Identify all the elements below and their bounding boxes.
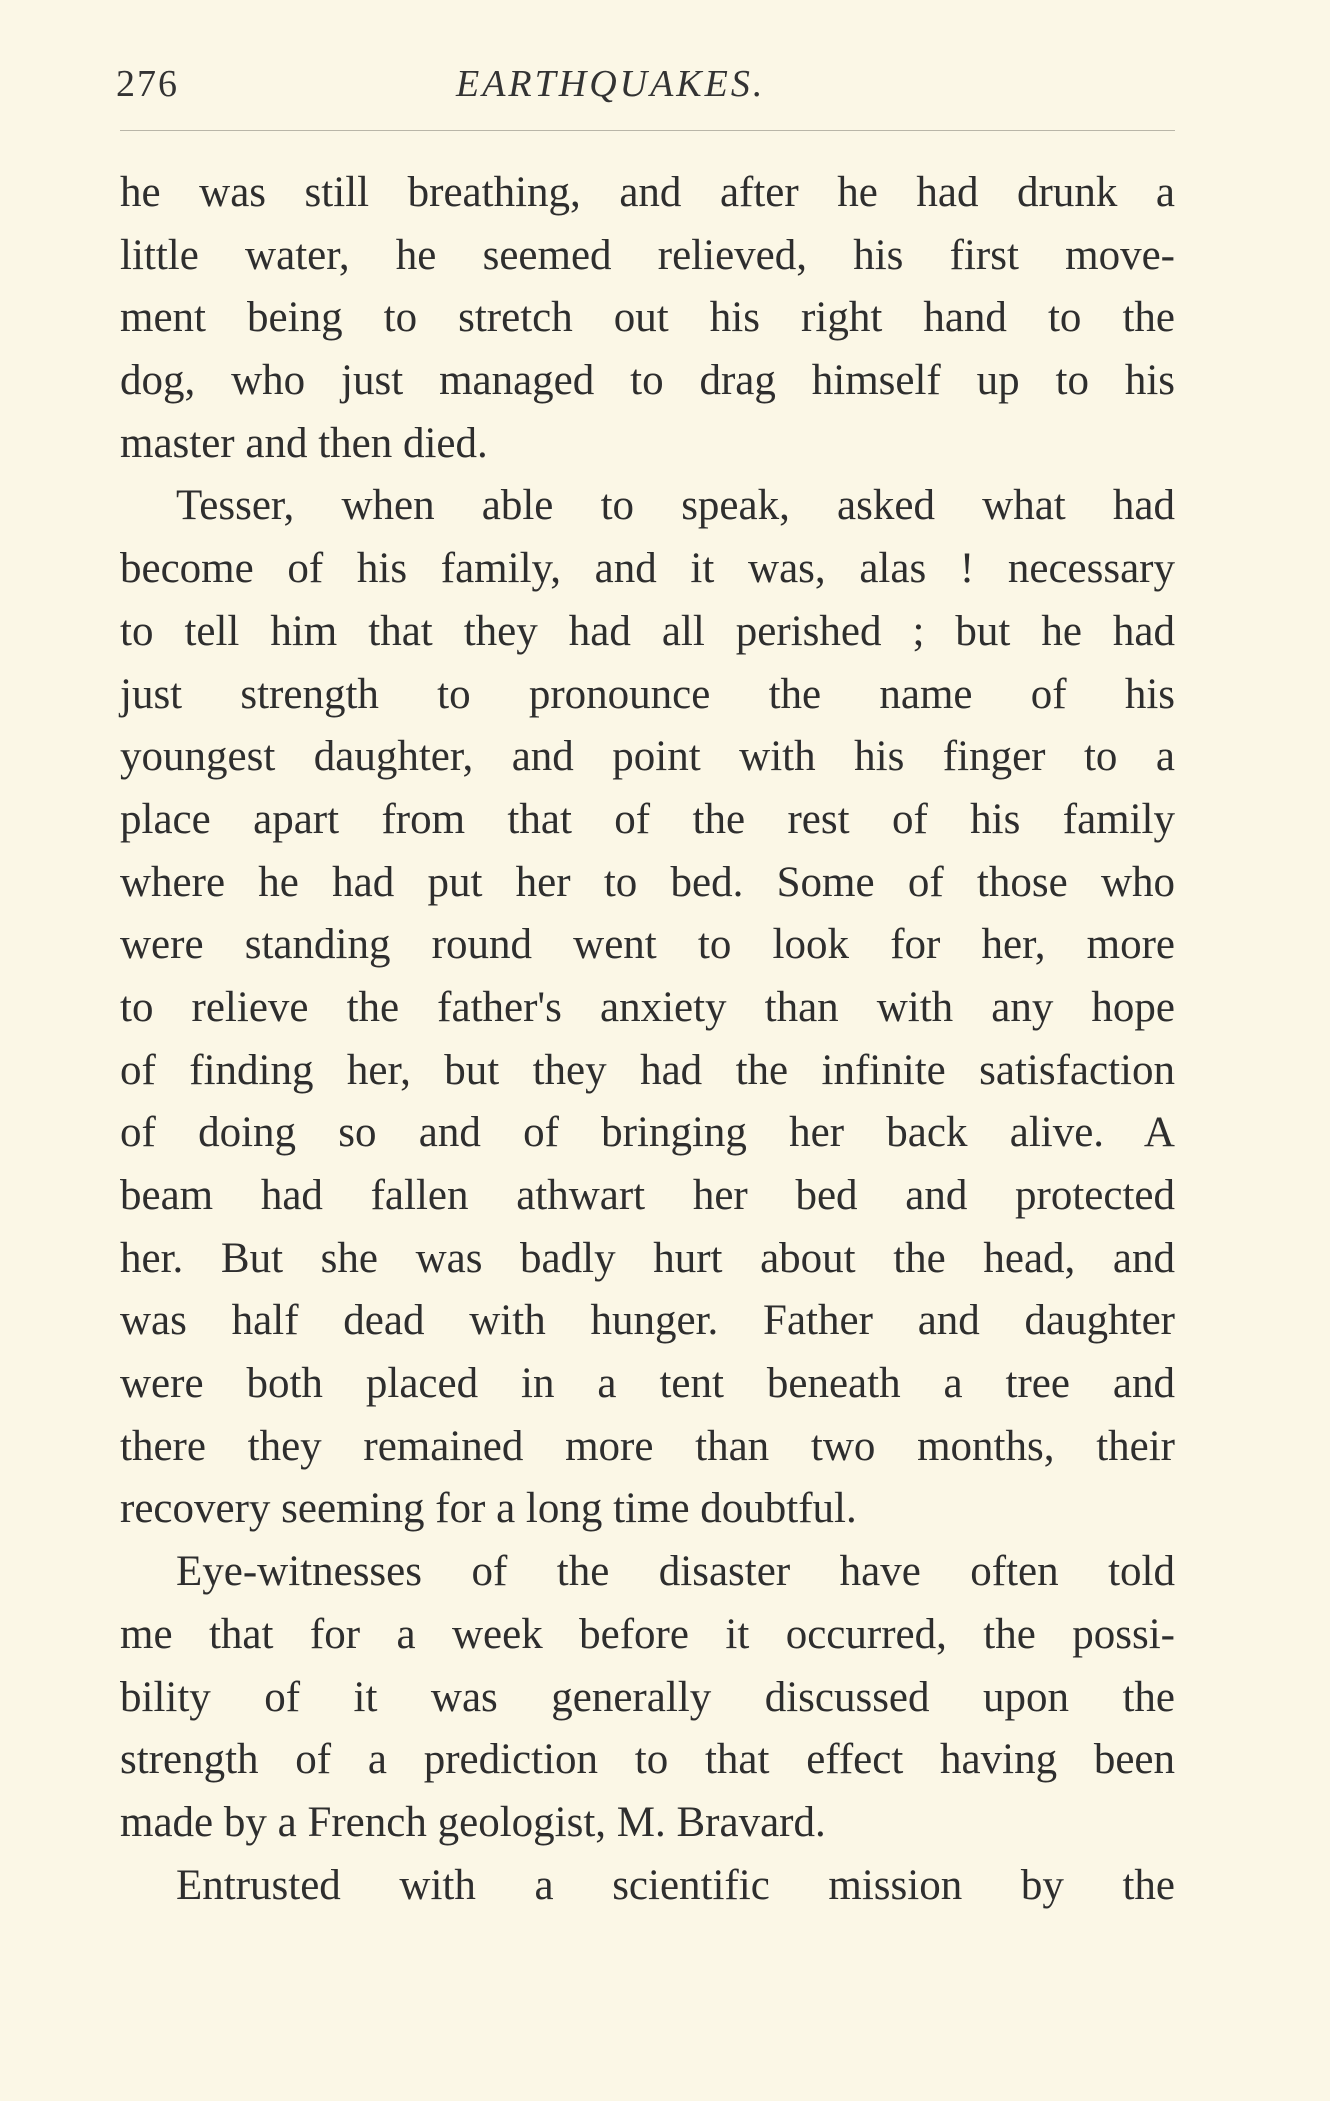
text-line: there they remained more than two months, their <box>120 1422 1175 1470</box>
text-line: was half dead with hunger. Father and daughter <box>120 1297 1175 1345</box>
text-line: little water, he seemed relieved, his first move- <box>120 231 1175 279</box>
text-line: to tell him that they had all perished ; but he had <box>120 607 1175 655</box>
text-line: bility of it was generally discussed upon the <box>120 1673 1175 1721</box>
text-line: dog, who just managed to drag himself up to his <box>120 357 1175 405</box>
text-line: beam had fallen athwart her bed and protected <box>120 1172 1175 1219</box>
text-line: master and then died. <box>120 419 488 467</box>
running-title: EARTHQUAKES. <box>456 63 766 105</box>
text-line: youngest daughter, and point with his finger to a <box>120 733 1175 781</box>
text-line: Eye-witnesses of the disaster have often told <box>176 1548 1175 1596</box>
paragraph-entrusted <box>120 1855 1175 1918</box>
text-line: Tesser, when able to speak, asked what had <box>176 482 1175 530</box>
text-line: recovery seeming for a long time doubtful. <box>120 1485 857 1533</box>
text-line: to relieve the father's anxiety than with any hope <box>120 983 1175 1031</box>
text-line: of finding her, but they had the infinite satisfaction <box>120 1046 1175 1094</box>
body-text <box>120 162 1175 1917</box>
text-line: of doing so and of bringing her back alive. A <box>120 1109 1175 1157</box>
text-line: where he had put her to bed. Some of those who <box>120 858 1175 906</box>
text-line: he was still breathing, and after he had drunk a <box>120 169 1175 216</box>
page-number: 276 <box>116 63 179 105</box>
text-line: were both placed in a tent beneath a tree and <box>120 1360 1175 1408</box>
text-line: strength of a prediction to that effect having been <box>120 1736 1175 1784</box>
paragraph-tesser <box>120 475 1175 1541</box>
text-line: become of his family, and it was, alas ! necessary <box>120 545 1175 593</box>
paragraph-continuation <box>120 162 1175 475</box>
header-rule <box>120 130 1175 131</box>
paragraph-eye-witnesses <box>120 1541 1175 1854</box>
text-line: me that for a week before it occurred, the possi- <box>120 1610 1175 1658</box>
text-line: ment being to stretch out his right hand to the <box>120 294 1175 342</box>
text-line: her. But she was badly hurt about the head, and <box>120 1234 1175 1282</box>
text-line: just strength to pronounce the name of his <box>120 670 1175 718</box>
page-header <box>116 62 1176 112</box>
text-line: made by a French geologist, M. Bravard. <box>120 1798 826 1846</box>
text-line: place apart from that of the rest of his family <box>120 795 1175 843</box>
text-line: Entrusted with a scientific mission by the <box>176 1861 1175 1909</box>
text-line: were standing round went to look for her, more <box>120 921 1175 969</box>
